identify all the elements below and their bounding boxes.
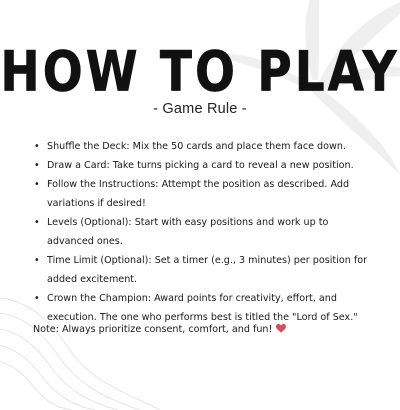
rule-item	[33, 213, 368, 251]
rule-text: Levels (Optional): Start with easy positions and work up to advanced ones.	[47, 217, 329, 247]
rule-item	[33, 137, 368, 156]
note-text-block	[33, 320, 373, 339]
rule-text: Draw a Card: Take turns picking a card to reveal a new position.	[47, 160, 354, 171]
rule-text: Crown the Champion: Award points for creativity, effort, and execution. The one who performs best is titled the "Lord of Sex."	[47, 293, 358, 323]
rule-item	[33, 175, 368, 213]
page-title: HOW TO PLAY	[0, 40, 400, 105]
bullet-dot: •	[34, 141, 40, 152]
bullet-dot: •	[34, 179, 40, 190]
rule-text: Follow the Instructions: Attempt the position as described. Add variations if desired!	[47, 179, 350, 209]
bullet-dot: •	[34, 217, 40, 228]
rule-text: Shuffle the Deck: Mix the 50 cards and place them face down.	[47, 141, 346, 152]
heart-icon	[276, 324, 286, 333]
note-text: Note: Always prioritize consent, comfort, and fun!	[33, 324, 273, 335]
rules-list	[33, 137, 368, 327]
bullet-dot: •	[34, 255, 40, 266]
rule-item	[33, 251, 368, 289]
bullet-dot: •	[34, 293, 40, 304]
bullet-dot: •	[34, 160, 40, 171]
page-subtitle: - Game Rule -	[153, 101, 247, 117]
rule-item	[33, 156, 368, 175]
rule-text: Time Limit (Optional): Set a timer (e.g., 3 minutes) per position for added excitement.	[47, 255, 368, 285]
